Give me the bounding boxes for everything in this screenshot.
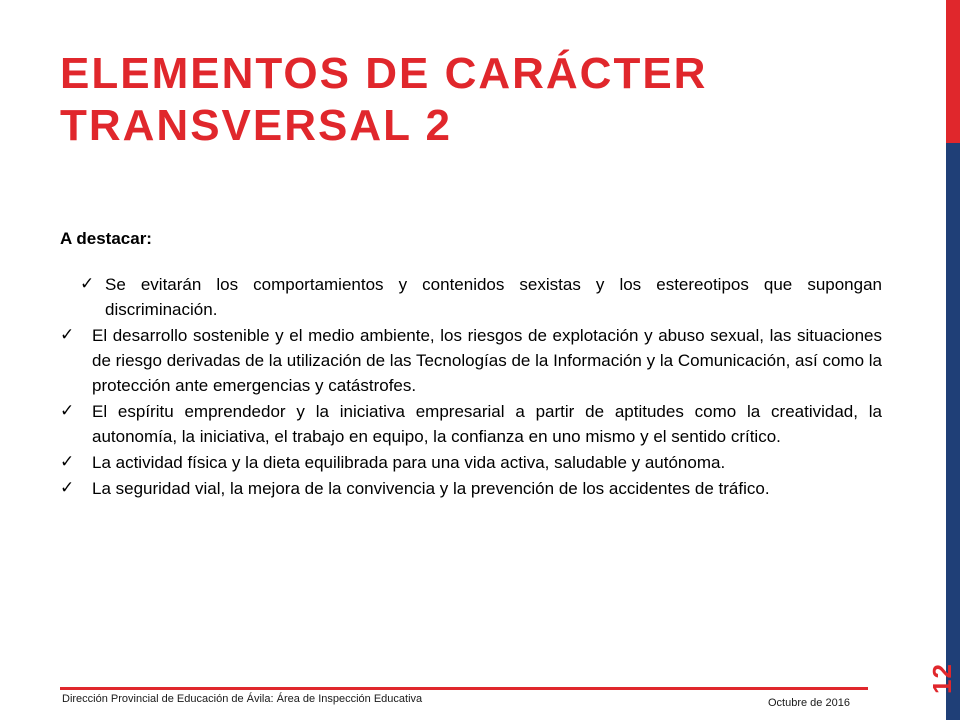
bullet-text: La seguridad vial, la mejora de la convivencia y la prevención de los accidentes de tráfico. xyxy=(92,479,770,498)
checkmark-icon: ✓ xyxy=(80,274,95,294)
bullet-text: El espíritu emprendedor y la iniciativa empresarial a partir de aptitudes como la creatividad, la autonomía, la iniciativa, el trabajo en equipo, la confianza en uno mismo y el sentido crítico. xyxy=(92,402,882,446)
bullet-list xyxy=(60,272,882,502)
checkmark-icon: ✓ xyxy=(60,478,75,498)
bullet-item xyxy=(60,323,882,398)
checkmark-icon: ✓ xyxy=(60,401,75,421)
page-number-text: 12 xyxy=(926,662,957,694)
bullet-item xyxy=(60,399,882,449)
footer-divider xyxy=(60,687,868,690)
checkmark-icon: ✓ xyxy=(60,325,75,345)
bullet-item xyxy=(60,450,882,475)
subheading: A destacar: xyxy=(60,229,152,248)
side-bar-blue xyxy=(946,143,960,720)
side-bar-red xyxy=(946,0,960,143)
bullet-text: El desarrollo sostenible y el medio ambiente, los riesgos de explotación y abuso sexual, las situaciones de riesgo derivadas de la utilización de las Tecnologías de la Información y la Comunicación, así como la protección ante emergencias y catástrofes. xyxy=(92,326,882,395)
page-number xyxy=(922,648,960,708)
bullet-text: La actividad física y la dieta equilibrada para una vida activa, saludable y autónoma. xyxy=(92,453,726,472)
bullet-text: Se evitarán los comportamientos y contenidos sexistas y los estereotipos que supongan discriminación. xyxy=(105,275,882,319)
bullet-item xyxy=(60,476,882,501)
checkmark-icon: ✓ xyxy=(60,452,75,472)
slide-title: ELEMENTOS DE CARÁCTER TRANSVERSAL 2 xyxy=(60,49,708,150)
bullet-item xyxy=(60,272,882,322)
footer-organization: Dirección Provincial de Educación de Ávila: Área de Inspección Educativa xyxy=(62,693,423,705)
footer-date: Octubre de 2016 xyxy=(768,697,850,709)
